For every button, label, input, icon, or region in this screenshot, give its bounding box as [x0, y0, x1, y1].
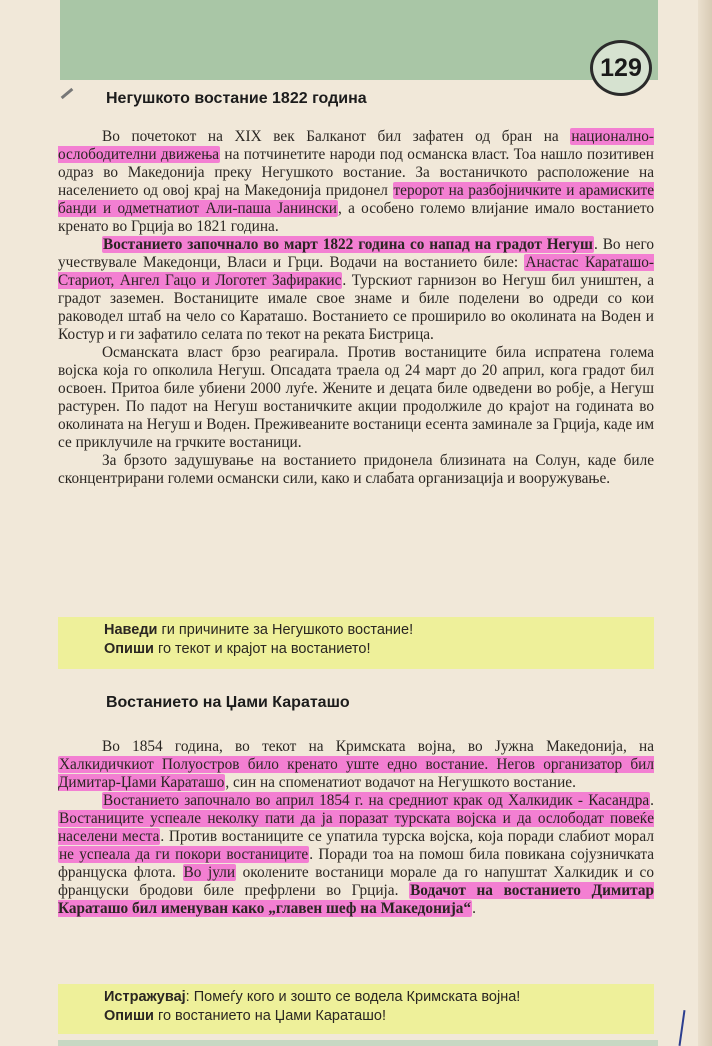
task-line: Наведи ги причините за Негушкото востание!: [104, 622, 414, 638]
section-title-karatasho: Востанието на Џами Караташо: [106, 694, 350, 711]
task-box-2: [58, 984, 654, 1034]
section2-paragraph-2: Востанието започнало во април 1854 г. на средниот крак од Халкидик - Касандра. Востаниците успеале неколку пати да ја поразат турската војска и да ослободат повеќе населени места. Против востаниците се упатила турска војска, која поради слабиот морал не успеала да ги покори востаниците. Поради тоа на помош била повикана сојузничката француска флота. Во јули околените востаници морале да го напуштат Халкидик и со француски бродови биле префрлени во Грција. Водачот на востанието Димитар Караташо бил именуван како „главен шеф на Македонија“.: [58, 792, 655, 917]
highlight: Востаниците успеале неколку пати да ја поразат турската војска и да ослободат повеќе населени места: [58, 810, 654, 845]
header-band: [60, 0, 658, 80]
highlight: Востанието започнало во април 1854 г. на средниот крак од Халкидик - Касандра: [103, 792, 650, 809]
highlight: Анастас Караташо-Стариот, Ангел Гацо и Логотет Зафиракис: [58, 254, 654, 289]
section1-paragraph-2: Востанието започнало во март 1822 година со напад на градот Негуш. Во него учествувале Македонци, Власи и Грци. Водачи на востанието биле: Анастас Караташо-Стариот, Ангел Гацо и Логотет Зафиракис. Турскиот гарнизон во Негуш бил уништен, а градот заземен. Востаниците имале свое знаме и биле поделени во одреди со кои раководел штаб на чело со Караташо. Востанието се проширило во околината на Воден и Костур и ги зафатило селата по текот на реката Бистрица.: [58, 236, 654, 343]
section-title-negush: Негушкото востание 1822 година: [106, 90, 367, 107]
highlight: не успеала да ги покори востаниците: [59, 846, 309, 863]
task-line: Опиши го востанието на Џами Караташо!: [104, 1008, 386, 1024]
highlight: национално-ослободителни движења: [58, 128, 654, 163]
section1-paragraph-4: За брзото задушување на востанието придонела близината на Солун, каде биле сконцентрирани големи османски сили, како и слабата организација и вооружување.: [58, 452, 654, 487]
highlight: Во јули: [183, 864, 236, 881]
task-line: Опиши го текот и крајот на востанието!: [104, 641, 371, 657]
section1-paragraph-1: Во почетокот на XIX век Балканот бил зафатен од бран на национално-ослободителни движења на потчинетите народи под османска власт. Тоа нашло позитивен одраз во Македонија преку Негушкото востание. За востаничкото расположение на населението од овој крај на Македонија придонел теророт на разбојничките и арамиските банди и одметнатиот Али-паша Јанински, а особено големо влијание имало востанието кренато во Грција во 1821 година.: [58, 128, 654, 235]
highlight: Водачот на востанието Димитар Караташо бил именуван како „главен шеф на Македонија“: [58, 882, 654, 917]
pen-mark: [679, 1010, 686, 1046]
bottom-band: [58, 1040, 658, 1046]
page-number: 129: [590, 40, 652, 96]
pencil-mark: [61, 88, 74, 99]
section2-paragraph-1: Во 1854 година, во текот на Кримската војна, во Јужна Македонија, на Халкидичкиот Полуостров било кренато уште едно востание. Негов организатор бил Димитар-Џами Караташо, син на споменатиот водачот на Негушкото востание.: [58, 738, 654, 791]
highlight: Халкидичкиот Полуостров било кренато уште едно востание. Негов организатор бил Димитар-Џами Караташо: [58, 756, 654, 791]
section1-body: [58, 128, 654, 488]
highlight: Востанието започнало во март 1822 година со напад на градот Негуш: [103, 236, 593, 253]
section2-body: [58, 738, 654, 918]
task-line: Истражувај: Помеѓу кого и зошто се водела Кримската војна!: [104, 989, 521, 1005]
page-edge: [698, 0, 712, 1046]
task-box-1: [58, 617, 654, 669]
section1-paragraph-3: Османската власт брзо реагирала. Против востаниците била испратена голема војска која го опколила Негуш. Опсадата траела од 24 март до 20 април, кога градот бил освоен. Притоа биле убиени 2000 луѓе. Жените и децата биле одведени во робје, а Негуш растурен. По падот на Негуш востаничките акции продолжиле до крајот на годината во околината на Негуш и Воден. Преживеаните востаници есента заминале за Грција, каде им се приклучиле на грчките востаници.: [58, 344, 654, 451]
highlight: теророт на разбојничките и арамиските банди и одметнатиот Али-паша Јанински: [58, 182, 654, 217]
